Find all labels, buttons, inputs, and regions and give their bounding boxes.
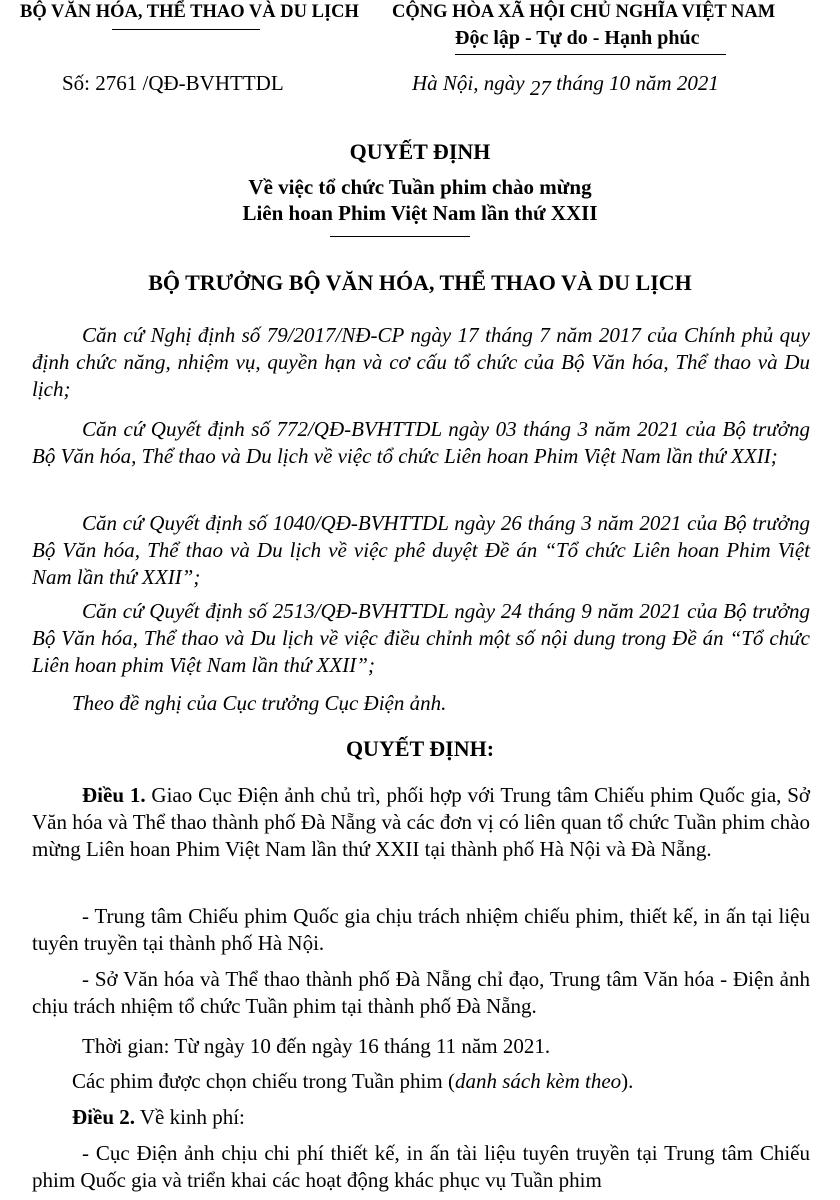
nation-name: CỘNG HÒA XÃ HỘI CHỦ NGHĨA VIỆT NAM <box>392 2 776 22</box>
legal-basis-4: Căn cứ Quyết định số 2513/QĐ-BVHTTDL ngày 24 tháng 9 năm 2021 của Bộ trưởng Bộ Văn hóa, Thể thao và Du lịch về việc điều chỉnh một số nội dung trong Đề án “Tổ chức Liên hoan phim Việt Nam lần thứ XXII”; <box>32 599 810 677</box>
date-day: 27 <box>529 76 551 100</box>
article-1-label: Điều 1. <box>82 783 146 807</box>
document-number: Số: 2761 /QĐ-BVHTTDL <box>62 71 284 95</box>
legal-basis-2: Căn cứ Quyết định số 772/QĐ-BVHTTDL ngày 03 tháng 3 năm 2021 của Bộ trưởng Bộ Văn hóa, Thể thao và Du lịch về việc tổ chức Liên hoan Phim Việt Nam lần thứ XXII; <box>32 417 810 468</box>
national-motto: Độc lập - Tự do - Hạnh phúc <box>455 27 700 49</box>
title-divider <box>330 236 470 237</box>
date-prefix: Hà Nội, ngày <box>412 71 525 95</box>
motto-underline <box>455 54 726 55</box>
article-1-text: Giao Cục Điện ảnh chủ trì, phối hợp với Trung tâm Chiếu phim Quốc gia, Sở Văn hóa và Thể thao thành phố Đà Nẵng và các đơn vị có liên quan tổ chức Tuần phim chào mừng Liên hoan Phim Việt Nam lần thứ XXII tại thành phố Hà Nội và Đà Nẵng. <box>32 783 811 861</box>
subject-line-2: Liên hoan Phim Việt Nam lần thứ XXII <box>242 201 598 225</box>
article-1-item-2: - Sở Văn hóa và Thể thao thành phố Đà Nẵng chỉ đạo, Trung tâm Văn hóa - Điện ảnh chịu trách nhiệm tổ chức Tuần phim tại thành phố Đà Nẵng. <box>32 967 810 1018</box>
article-1 <box>32 782 810 863</box>
subject-line-1: Về việc tổ chức Tuần phim chào mừng <box>248 175 592 199</box>
date-suffix: tháng 10 năm 2021 <box>556 71 719 95</box>
legal-basis-1: Căn cứ Nghị định số 79/2017/NĐ-CP ngày 17 tháng 7 năm 2017 của Chính phủ quy định chức năng, nhiệm vụ, quyền hạn và cơ cấu tổ chức của Bộ Văn hóa, Thể thao và Du lịch; <box>32 323 810 401</box>
document-date <box>412 71 719 100</box>
article-2-text: Về kinh phí: <box>135 1105 245 1129</box>
article-1-item-1: - Trung tâm Chiếu phim Quốc gia chịu trách nhiệm chiếu phim, thiết kế, in ấn tại liệu tuyên truyền tại thành phố Hà Nội. <box>32 904 810 955</box>
agency-name: BỘ VĂN HÓA, THỂ THAO VÀ DU LỊCH <box>20 2 359 22</box>
films-italic: danh sách kèm theo <box>454 1069 622 1093</box>
article-2-label: Điều 2. <box>72 1105 135 1129</box>
legal-basis-3: Căn cứ Quyết định số 1040/QĐ-BVHTTDL ngày 26 tháng 3 năm 2021 của Bộ trưởng Bộ Văn hóa, Thể thao và Du lịch về việc phê duyệt Đề án “Tổ chức Liên hoan Phim Việt Nam lần thứ XXII”; <box>32 511 810 589</box>
article-1-films <box>32 1068 810 1095</box>
issuing-authority: BỘ TRƯỞNG BỘ VĂN HÓA, THỂ THAO VÀ DU LỊCH <box>148 270 692 295</box>
article-1-time: Thời gian: Từ ngày 10 đến ngày 16 tháng 11 năm 2021. <box>82 1034 551 1058</box>
document-title: QUYẾT ĐỊNH <box>349 139 491 164</box>
proposal-basis: Theo đề nghị của Cục trưởng Cục Điện ảnh. <box>72 691 447 715</box>
films-suffix: ). <box>621 1069 634 1093</box>
article-2-item-1: - Cục Điện ảnh chịu chi phí thiết kế, in ấn tài liệu tuyên truyền tại Trung tâm Chiếu phim Quốc gia và triển khai các hoạt động khác phục vụ Tuần phim <box>32 1141 810 1192</box>
decision-heading: QUYẾT ĐỊNH: <box>345 736 495 761</box>
films-prefix: Các phim được chọn chiếu trong Tuần phim ( <box>72 1069 455 1093</box>
agency-underline <box>112 29 260 30</box>
article-2 <box>32 1104 810 1131</box>
